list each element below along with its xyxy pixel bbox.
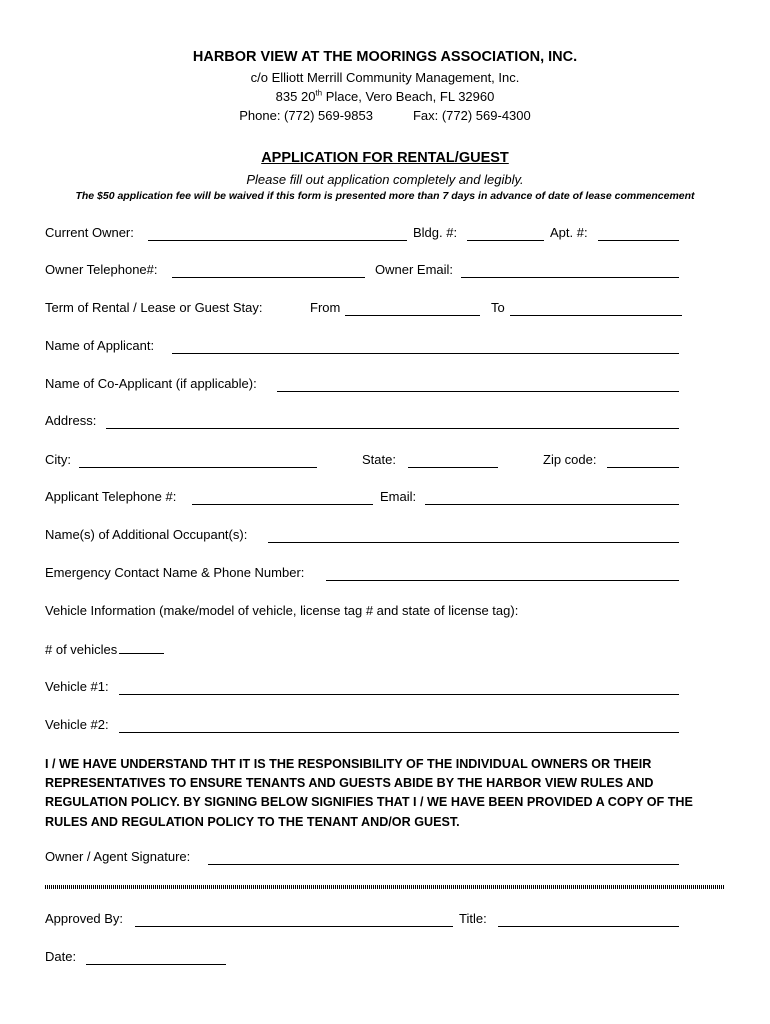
current-owner-label: Current Owner: [45, 225, 134, 240]
emergency-contact-label: Emergency Contact Name & Phone Number: [45, 565, 305, 580]
vehicle-2-label: Vehicle #2: [45, 717, 109, 732]
term-of-rental-label: Term of Rental / Lease or Guest Stay: [45, 300, 263, 315]
co-applicant-field[interactable] [277, 391, 679, 392]
street-address [0, 89, 770, 104]
vehicle-1-field[interactable] [119, 694, 679, 695]
street-rest: Place, Vero Beach, FL 32960 [322, 89, 495, 104]
applicant-telephone-field[interactable] [192, 504, 373, 505]
current-owner-field[interactable] [148, 240, 407, 241]
owner-telephone-field[interactable] [172, 277, 365, 278]
to-date-field[interactable] [510, 315, 682, 316]
additional-occupants-field[interactable] [268, 542, 679, 543]
vehicle-2-row [45, 717, 725, 737]
city-state-zip-row [45, 452, 725, 472]
bldg-field[interactable] [467, 240, 544, 241]
emergency-contact-row [45, 565, 725, 585]
vehicle-count-row [45, 641, 725, 661]
city-field[interactable] [79, 467, 317, 468]
from-label: From [310, 300, 341, 315]
term-of-rental-row [45, 300, 725, 320]
vehicle-information-label: Vehicle Information (make/model of vehicle, license tag # and state of license tag): [45, 603, 519, 618]
applicant-email-label: Email: [380, 489, 417, 504]
apt-label: Apt. #: [550, 225, 588, 240]
signature-row [45, 849, 725, 869]
contact-numbers [0, 108, 770, 123]
approved-by-label: Approved By: [45, 911, 124, 926]
vehicle-count-label [45, 641, 164, 657]
co-applicant-label: Name of Co-Applicant (if applicable): [45, 376, 257, 391]
applicant-name-row [45, 338, 725, 358]
emergency-contact-field[interactable] [326, 580, 679, 581]
organization-name: HARBOR VIEW AT THE MOORINGS ASSOCIATION, INC. [192, 49, 578, 65]
signature-label: Owner / Agent Signature: [45, 849, 191, 864]
form-instructions: Please fill out application completely and legibly. [246, 172, 524, 187]
address-label: Address: [45, 413, 97, 428]
applicant-name-label: Name of Applicant: [45, 338, 155, 353]
street-number: 835 20 [275, 89, 316, 104]
acknowledgement-statement: I / WE HAVE UNDERSTAND THT IT IS THE RESPONSIBILITY OF THE INDIVIDUAL OWNERS OR THEIR REPRESENTATIVES TO ENSURE TENANTS AND GUESTS ABIDE BY THE HARBOR VIEW RULES AND REGULATION POLICY. BY SIGNING BELOW SIGNIFIES THAT I / WE HAVE BEEN PROVIDED A COPY OF THE RULES AND REGULATION POLICY TO THE TENANT AND/OR GUEST. [45, 757, 693, 829]
title-field[interactable] [498, 926, 679, 927]
owner-contact-row [45, 262, 725, 282]
from-date-field[interactable] [345, 315, 480, 316]
approval-row [45, 911, 725, 931]
additional-occupants-label: Name(s) of Additional Occupant(s): [45, 527, 248, 542]
vehicle-1-row [45, 679, 725, 699]
co-applicant-row [45, 376, 725, 396]
vehicle-1-label: Vehicle #1: [45, 679, 109, 694]
vehicle-count-field[interactable] [119, 641, 164, 654]
address-field[interactable] [106, 428, 679, 429]
to-label: To [491, 300, 505, 315]
applicant-email-field[interactable] [425, 504, 679, 505]
phone-number: Phone: (772) 569-9853 [239, 108, 373, 123]
signature-field[interactable] [208, 864, 679, 865]
vehicle-2-field[interactable] [119, 732, 679, 733]
street-suffix: th [315, 88, 323, 98]
fax-number: Fax: (772) 569-4300 [412, 108, 531, 123]
vehicle-count-text: # of vehicles [45, 642, 118, 657]
date-field[interactable] [86, 964, 226, 965]
owner-email-field[interactable] [461, 277, 679, 278]
applicant-telephone-label: Applicant Telephone #: [45, 489, 177, 504]
approved-by-field[interactable] [135, 926, 453, 927]
zip-code-field[interactable] [607, 467, 679, 468]
date-row [45, 949, 725, 969]
zip-code-label: Zip code: [543, 452, 597, 467]
additional-occupants-row [45, 527, 725, 547]
bldg-label: Bldg. #: [413, 225, 458, 240]
owner-telephone-label: Owner Telephone#: [45, 262, 158, 277]
care-of-line: c/o Elliott Merrill Community Management, Inc. [250, 70, 520, 85]
date-label: Date: [45, 949, 77, 964]
state-field[interactable] [408, 467, 498, 468]
section-separator [45, 885, 725, 889]
state-label: State: [362, 452, 396, 467]
current-owner-row [45, 225, 725, 245]
fee-note: The $50 application fee will be waived if this form is presented more than 7 days in advance of date of lease commencement [75, 190, 695, 202]
city-label: City: [45, 452, 71, 467]
address-row [45, 413, 725, 433]
title-label: Title: [459, 911, 487, 926]
form-title: APPLICATION FOR RENTAL/GUEST [261, 150, 509, 166]
apt-field[interactable] [598, 240, 679, 241]
owner-email-label: Owner Email: [375, 262, 454, 277]
applicant-name-field[interactable] [172, 353, 679, 354]
applicant-contact-row [45, 489, 725, 509]
vehicle-information-row [45, 603, 725, 623]
